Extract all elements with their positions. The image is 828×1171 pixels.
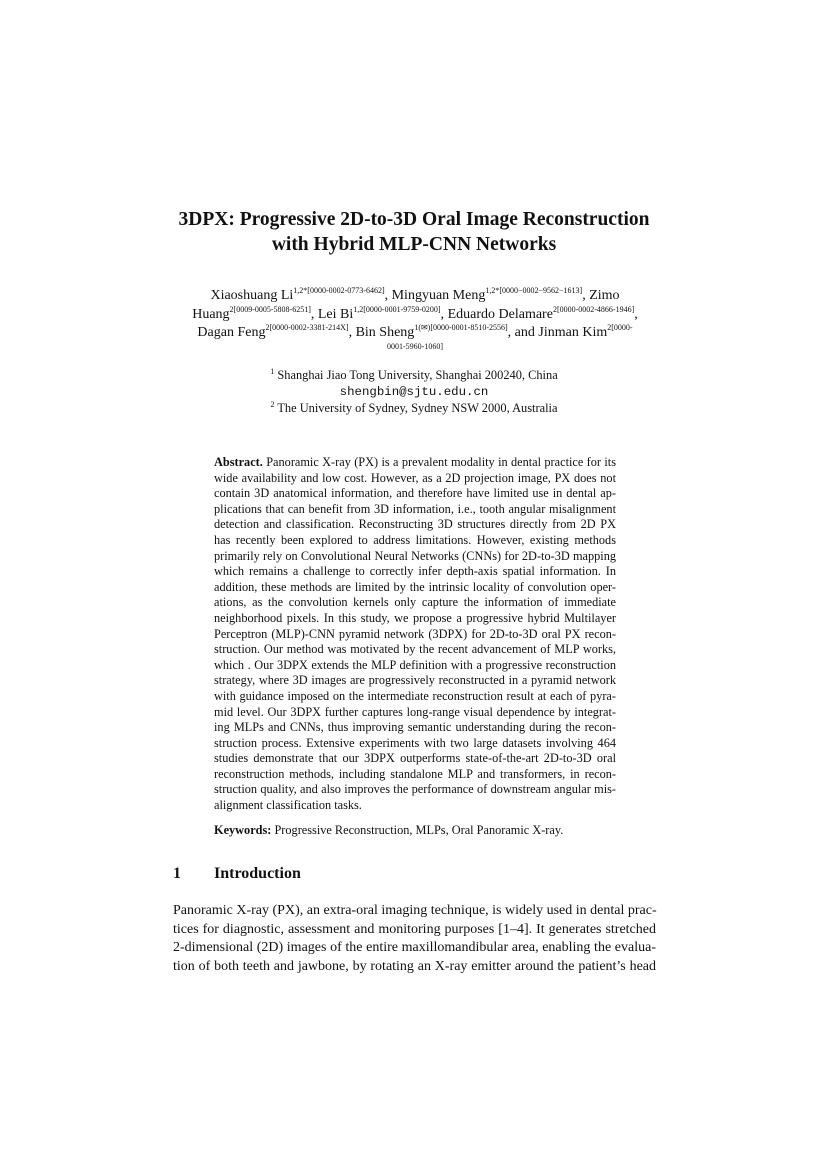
affiliation-email: [150, 383, 678, 400]
abstract-text: Panoramic X-ray (PX) is a prevalent modality in dental practice for its: [266, 455, 617, 469]
abstract-line: ing MLPs and CNNs, thus improving semantic understanding during the recon-: [214, 720, 616, 735]
email-text: shengbin@sjtu.edu.cn: [339, 385, 489, 399]
author-name: Mingyuan Meng: [391, 288, 486, 303]
author-affiliation-orcid: 2[0000-0002-3381-214X]: [265, 323, 349, 332]
abstract-line: reconstruction methods, including standalone MLP and transformers, in recon-: [214, 766, 616, 781]
author-affiliation-orcid: 1,2[0000-0001-9759-0200]: [353, 304, 441, 314]
abstract-line: detection and classification. Reconstructing 3D structures directly from 2D PX: [214, 517, 616, 532]
author-name: Bin Sheng: [355, 325, 415, 340]
author-name: Huang: [192, 306, 230, 322]
section-heading: [173, 864, 301, 884]
abstract-line: addition, these methods are limited by the intrinsic locality of convolution oper-: [214, 579, 616, 594]
author-name: Dagan Feng: [197, 325, 266, 340]
abstract: [214, 455, 616, 814]
author-conjunction: and: [514, 325, 535, 340]
author-affiliation-orcid: 1,2*[0000-0002-0773-6462]: [293, 286, 385, 295]
keywords-text: Progressive Reconstruction, MLPs, Oral Panoramic X-ray.: [274, 823, 564, 837]
abstract-line: neighborhood pixels. In this study, we propose a progressive hybrid Multilayer: [214, 610, 616, 625]
abstract-line-1: [214, 455, 616, 471]
abstract-line: with guidance imposed on the intermediate reconstruction result at each of pyra-: [214, 688, 616, 703]
affiliation-text: The University of Sydney, Sydney NSW 2000, Australia: [277, 401, 558, 415]
affiliation-number: 2: [270, 400, 275, 409]
affiliations: [150, 367, 678, 416]
abstract-line: wide availability and low cost. However, as a 2D projection image, PX does not: [214, 470, 616, 485]
author-name: Eduardo Delamare: [447, 306, 553, 322]
abstract-line: studies demonstrate that our 3DPX outperforms state-of-the-art 2D-to-3D oral: [214, 751, 616, 766]
section-number: 1: [173, 865, 181, 882]
author-affiliation-orcid: 1,2*[0000−0002−9562−1613]: [485, 286, 583, 295]
abstract-line: strategy, where 3D images are progressively reconstructed in a pyramid network: [214, 673, 616, 688]
abstract-line: which . Our 3DPX extends the MLP definition with a progressive reconstruction: [214, 657, 616, 672]
keywords: [214, 822, 616, 838]
author-name: Xiaoshuang Li: [210, 288, 294, 303]
abstract-line: plications that can benefit from 3D information, i.e., tooth angular misalignment: [214, 501, 616, 516]
affiliation-number: 1: [270, 367, 275, 376]
title-line-1: 3DPX: Progressive 2D-to-3D Oral Image Reconstruction: [178, 209, 650, 230]
affiliation-2: [150, 400, 678, 416]
body-line: tion of both teeth and jawbone, by rotating an X-ray emitter around the patient’s head: [173, 958, 656, 974]
section-title: Introduction: [214, 865, 301, 882]
title-line-2: with Hybrid MLP-CNN Networks: [271, 234, 557, 255]
body-text: [173, 902, 656, 976]
abstract-line: struction. Our method was motivated by the recent advancement of MLP works,: [214, 642, 616, 657]
abstract-line: struction process. Extensive experiments with two large datasets involving 464: [214, 735, 616, 750]
abstract-line: struction quality, and also improves the performance of downstream angular mis-: [214, 782, 616, 797]
author-affiliation-orcid-continued: 0001-5960-1060]: [387, 341, 443, 351]
author-affiliation-orcid: 1(✉)[0000-0001-8510-2556]: [414, 323, 508, 332]
body-line: tices for diagnostic, assessment and monitoring purposes [1–4]. It generates stretched: [173, 921, 656, 937]
affiliation-text: Shanghai Jiao Tong University, Shanghai 200240, China: [277, 368, 558, 382]
abstract-line: ations, as the convolution kernels only capture the information of immediate: [214, 595, 616, 610]
author-name: Jinman Kim: [538, 325, 608, 340]
abstract-line: which remains a challenge to correctly infer depth-axis spatial information. In: [214, 564, 616, 579]
body-line: 2-dimensional (2D) images of the entire maxillomandibular area, enabling the evalua-: [173, 940, 656, 955]
abstract-line: Perceptron (MLP)-CNN pyramid network (3DPX) for 2D-to-3D oral PX recon-: [214, 626, 616, 641]
abstract-line: alignment classification tasks.: [214, 798, 362, 813]
body-line: Panoramic X-ray (PX), an extra-oral imaging technique, is widely used in dental prac-: [173, 903, 657, 918]
author-affiliation-orcid: 2[0009-0005-5808-6251]: [229, 304, 311, 314]
paper-title: [150, 207, 678, 257]
author-name: Zimo: [589, 288, 620, 303]
abstract-line: has recently been explored to address limitations. However, existing methods: [214, 532, 616, 547]
author-name: Lei Bi: [317, 306, 354, 322]
abstract-line: primarily rely on Convolutional Neural Networks (CNNs) for 2D-to-3D mapping: [214, 548, 616, 563]
abstract-line: mid level. Our 3DPX further captures long-range visual dependence by integrat-: [214, 704, 616, 719]
author-affiliation-orcid: 2[0000-0002-4866-1946]: [552, 304, 635, 314]
abstract-line: contain 3D anatomical information, and therefore have limited use in dental ap-: [214, 486, 616, 501]
keywords-label: Keywords:: [214, 823, 272, 837]
author-affiliation-orcid: 2[0000-: [607, 323, 633, 332]
abstract-label: Abstract.: [214, 455, 263, 469]
affiliation-1: [150, 367, 678, 383]
author-list: Xiaoshuang $Li^{1,2*[0000-0002-0773-6462]}$, Mingyuan Meng$^{1,2*[0000-0002-9562-1613]}$, Zimo Huang$^{2[0009-0005-5808-6251]}$, Lei $Bi^{1,2[0000-0001-9759-0200]}$, Eduardo Delamare$^{2[0000-0002-4866-1946]}$, Dagan Feng$^{2[0000-0002-3381-214X]}$, Bin Sheng$^{1(✉)[0000-0001-8510-2556]}$, and Jinman Kim$^{2[0000-}$ $^{0001-5960-1060]}$: [192, 286, 638, 351]
